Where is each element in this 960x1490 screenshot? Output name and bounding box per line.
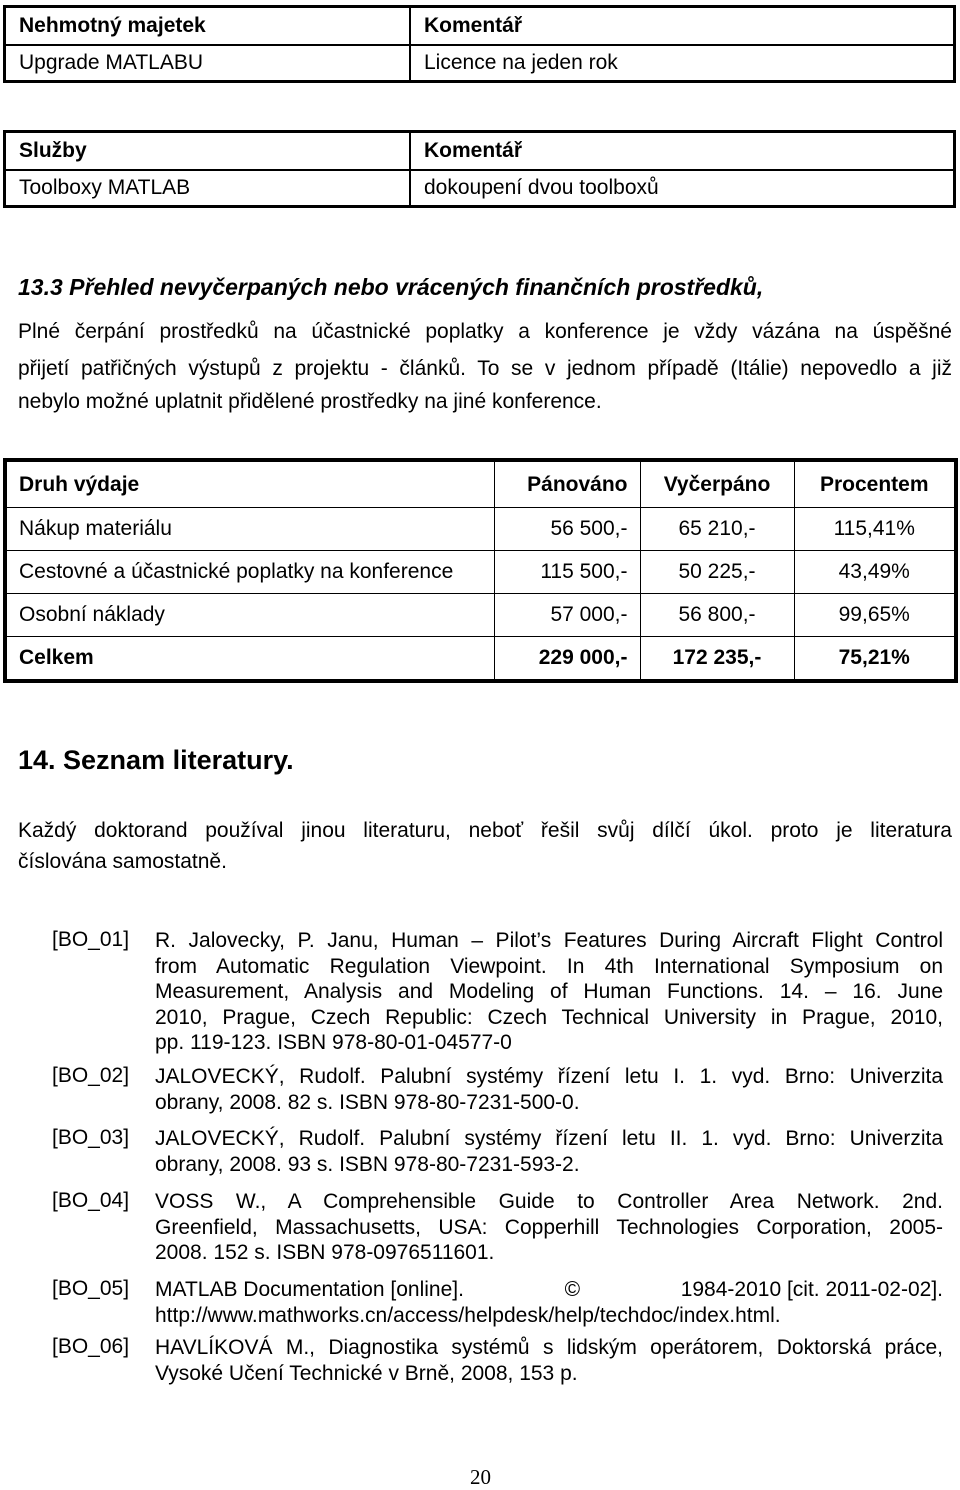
section-heading: 13.3 Přehled nevyčerpaných nebo vrácených finančních prostředků, <box>18 274 764 300</box>
paragraph-line: přijetí patřičných výstupů z projektu - článků. To se v jednom případě (Itálie) nepovedlo a již <box>18 357 952 380</box>
reference-line: obrany, 2008. 82 s. ISBN 978-80-7231-500-0. <box>155 1090 580 1114</box>
table-row <box>5 551 956 594</box>
reference-entry <box>155 1277 943 1328</box>
reference-line: JALOVECKÝ, Rudolf. Palubní systémy řízení letu I. 1. vyd. Brno: Univerzita <box>155 1065 943 1088</box>
reference-line: from Automatic Regulation Viewpoint. In 4th International Symposium on <box>155 954 943 978</box>
table-header: Nehmotný majetek <box>5 7 411 46</box>
reference-id: [BO_04] <box>52 1189 130 1212</box>
intangible-asset-table <box>3 5 956 83</box>
services-table <box>3 130 956 208</box>
table-cell: 115 500,- <box>494 551 640 594</box>
table-header: Vyčerpáno <box>640 460 794 508</box>
paragraph-line: Každý doktorand používal jinou literaturu, neboť řešil svůj dílčí úkol. proto je literatura <box>18 819 952 842</box>
reference-id: [BO_06] <box>52 1335 130 1358</box>
table-cell: 115,41% <box>794 508 956 551</box>
reference-id: [BO_05] <box>52 1277 130 1300</box>
expense-table <box>3 458 958 683</box>
table-header: Pánováno <box>494 460 640 508</box>
paragraph-line: nebylo možné uplatnit přidělené prostředky na jiné konference. <box>18 390 602 413</box>
table-cell: 65 210,- <box>640 508 794 551</box>
table-cell: 50 225,- <box>640 551 794 594</box>
table-cell: 75,21% <box>794 637 956 682</box>
reference-line: R. Jalovecky, P. Janu, Human – Pilot’s Features During Aircraft Flight Control <box>155 929 943 952</box>
reference-text: 1984-2010 [cit. 2011-02-02]. <box>680 1278 943 1301</box>
reference-text: MATLAB Documentation [online]. <box>155 1278 464 1301</box>
reference-id: [BO_02] <box>52 1064 130 1087</box>
table-cell: 172 235,- <box>640 637 794 682</box>
paragraph-line: číslována samostatně. <box>18 850 227 873</box>
table-cell: 99,65% <box>794 594 956 637</box>
page-number: 20 <box>470 1465 491 1489</box>
reference-line <box>155 1277 943 1303</box>
reference-link[interactable]: http://www.mathworks.cn/access/helpdesk/help/techdoc/index.html. <box>155 1303 781 1327</box>
table-header: Procentem <box>794 460 956 508</box>
reference-line: obrany, 2008. 93 s. ISBN 978-80-7231-593-2. <box>155 1152 580 1176</box>
reference-id: [BO_01] <box>52 928 130 951</box>
reference-entry <box>155 928 943 1056</box>
reference-line: 2010, Prague, Czech Republic: Czech Technical University in Prague, 2010, <box>155 1005 943 1029</box>
reference-line: 2008. 152 s. ISBN 978-0976511601. <box>155 1241 495 1265</box>
table-header: Druh výdaje <box>5 460 494 508</box>
reference-line: JALOVECKÝ, Rudolf. Palubní systémy řízení letu II. 1. vyd. Brno: Univerzita <box>155 1127 943 1150</box>
paragraph-line: Plné čerpání prostředků na účastnické poplatky a konference je vždy vázána na úspěšné <box>18 320 952 343</box>
reference-entry <box>155 1335 943 1386</box>
reference-entry <box>155 1064 943 1115</box>
table-header: Služby <box>5 132 411 171</box>
reference-line: Vysoké Učení Technické v Brně, 2008, 153 p. <box>155 1361 578 1385</box>
table-cell: 56 800,- <box>640 594 794 637</box>
table-cell: 43,49% <box>794 551 956 594</box>
table-row <box>5 594 956 637</box>
table-cell: Licence na jeden rok <box>410 45 955 82</box>
section-heading: 14. Seznam literatury. <box>18 745 294 775</box>
reference-line: VOSS W., A Comprehensible Guide to Controller Area Network. 2nd. <box>155 1190 943 1213</box>
table-cell: dokoupení dvou toolboxů <box>410 170 955 207</box>
reference-line: Measurement, Analysis and Modeling of Human Functions. 14. – 16. June <box>155 980 943 1004</box>
reference-entry <box>155 1189 943 1266</box>
table-cell: 229 000,- <box>494 637 640 682</box>
table-cell: Upgrade MATLABU <box>5 45 411 82</box>
table-row <box>5 508 956 551</box>
table-cell: Osobní náklady <box>5 594 494 637</box>
reference-line: Greenfield, Massachusetts, USA: Copperhill Technologies Corporation, 2005- <box>155 1215 943 1239</box>
table-header: Komentář <box>410 132 955 171</box>
copyright-icon: © <box>564 1278 581 1301</box>
table-cell: Toolboxy MATLAB <box>5 170 411 207</box>
table-cell: 57 000,- <box>494 594 640 637</box>
table-cell: Nákup materiálu <box>5 508 494 551</box>
table-cell: Cestovné a účastnické poplatky na konference <box>5 551 494 594</box>
table-total-row <box>5 637 956 682</box>
reference-line: HAVLÍKOVÁ M., Diagnostika systémů s lidským operátorem, Doktorská práce, <box>155 1336 943 1359</box>
reference-entry <box>155 1126 943 1177</box>
table-header: Komentář <box>410 7 955 46</box>
reference-id: [BO_03] <box>52 1126 130 1149</box>
table-cell: 56 500,- <box>494 508 640 551</box>
reference-line: pp. 119-123. ISBN 978-80-01-04577-0 <box>155 1031 512 1055</box>
table-cell: Celkem <box>5 637 494 682</box>
